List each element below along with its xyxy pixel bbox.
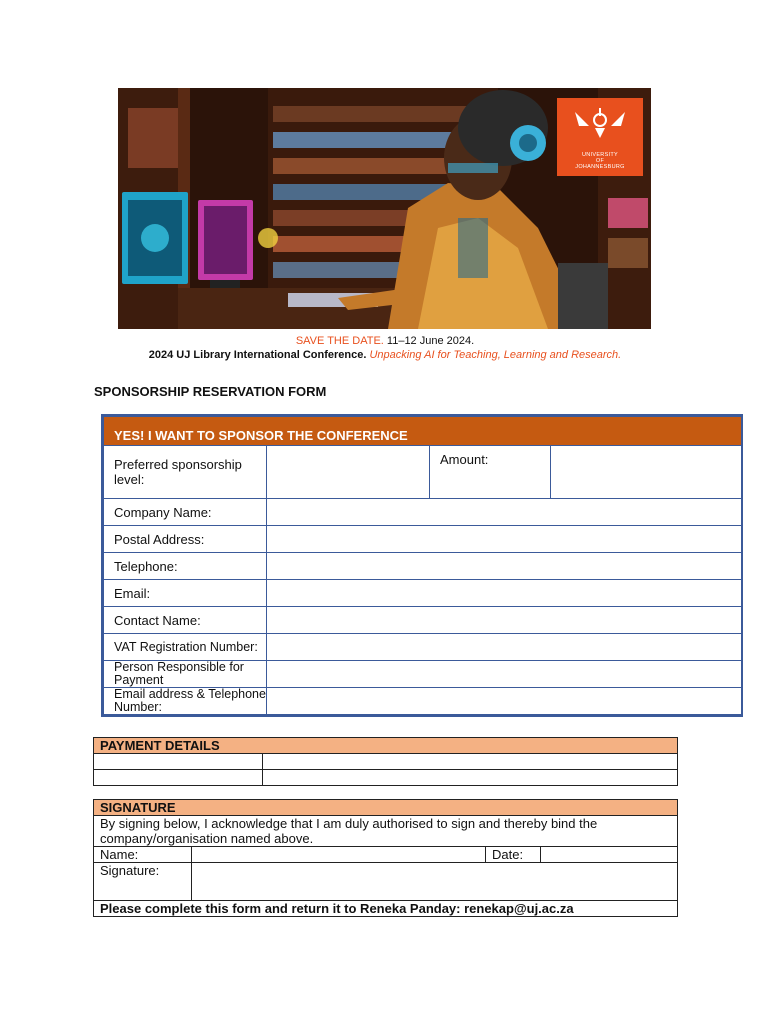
payment-details-table <box>93 737 677 786</box>
payment-field-2[interactable] <box>263 770 678 786</box>
save-the-date-line <box>0 335 770 347</box>
name-field[interactable] <box>192 847 486 863</box>
vat-number-field[interactable] <box>267 634 742 661</box>
payment-label-cell-1 <box>94 754 263 770</box>
payment-header: PAYMENT DETAILS <box>94 738 678 754</box>
postal-address-field[interactable] <box>267 526 742 553</box>
contact-name-field[interactable] <box>267 607 742 634</box>
sponsorship-table <box>101 414 743 717</box>
email-field[interactable] <box>267 580 742 607</box>
postal-address-label: Postal Address: <box>104 526 267 553</box>
company-name-label: Company Name: <box>104 499 267 526</box>
email-telephone-label: Email address & Telephone Number: <box>104 688 267 715</box>
email-telephone-field[interactable] <box>267 688 742 715</box>
signature-declaration: By signing below, I acknowledge that I am duly authorised to sign and thereby bind the company/organisation named above. <box>94 816 678 847</box>
amount-field[interactable] <box>551 446 742 499</box>
form-title: SPONSORSHIP RESERVATION FORM <box>94 384 327 399</box>
person-responsible-label: Person Responsible for Payment <box>104 661 267 688</box>
date-field[interactable] <box>541 847 678 863</box>
conference-line <box>0 349 770 361</box>
vat-number-label: VAT Registration Number: <box>104 634 267 661</box>
company-name-field[interactable] <box>267 499 742 526</box>
sponsor-header: YES! I WANT TO SPONSOR THE CONFERENCE <box>104 417 742 446</box>
save-the-date-label: SAVE THE DATE. <box>295 335 384 347</box>
university-logo <box>557 98 643 176</box>
signature-table <box>93 799 677 917</box>
preferred-level-label: Preferred sponsorship level: <box>104 446 267 499</box>
university-crest-icon <box>557 98 643 150</box>
preferred-level-field[interactable] <box>267 446 430 499</box>
contact-name-label: Contact Name: <box>104 607 267 634</box>
conference-theme: Unpacking AI for Teaching, Learning and Research. <box>369 349 622 361</box>
return-instructions: Please complete this form and return it to Reneka Panday: renekap@uj.ac.za <box>94 901 678 917</box>
signature-label: Signature: <box>94 863 192 901</box>
date-label: Date: <box>486 847 541 863</box>
payment-field-1[interactable] <box>263 754 678 770</box>
email-label: Email: <box>104 580 267 607</box>
logo-text-university: UNIVERSITY <box>581 152 618 158</box>
name-label: Name: <box>94 847 192 863</box>
signature-field[interactable] <box>192 863 678 901</box>
telephone-label: Telephone: <box>104 553 267 580</box>
logo-text-johannesburg: JOHANNESBURG <box>575 164 625 170</box>
telephone-field[interactable] <box>267 553 742 580</box>
conference-dates: 11–12 June 2024. <box>386 335 475 347</box>
person-responsible-field[interactable] <box>267 661 742 688</box>
conference-name: 2024 UJ Library International Conference. <box>148 349 367 361</box>
logo-text-of: OF <box>595 158 605 164</box>
signature-header: SIGNATURE <box>94 800 678 816</box>
payment-label-cell-2 <box>94 770 263 786</box>
conference-banner <box>118 88 651 329</box>
amount-label: Amount: <box>430 446 551 499</box>
